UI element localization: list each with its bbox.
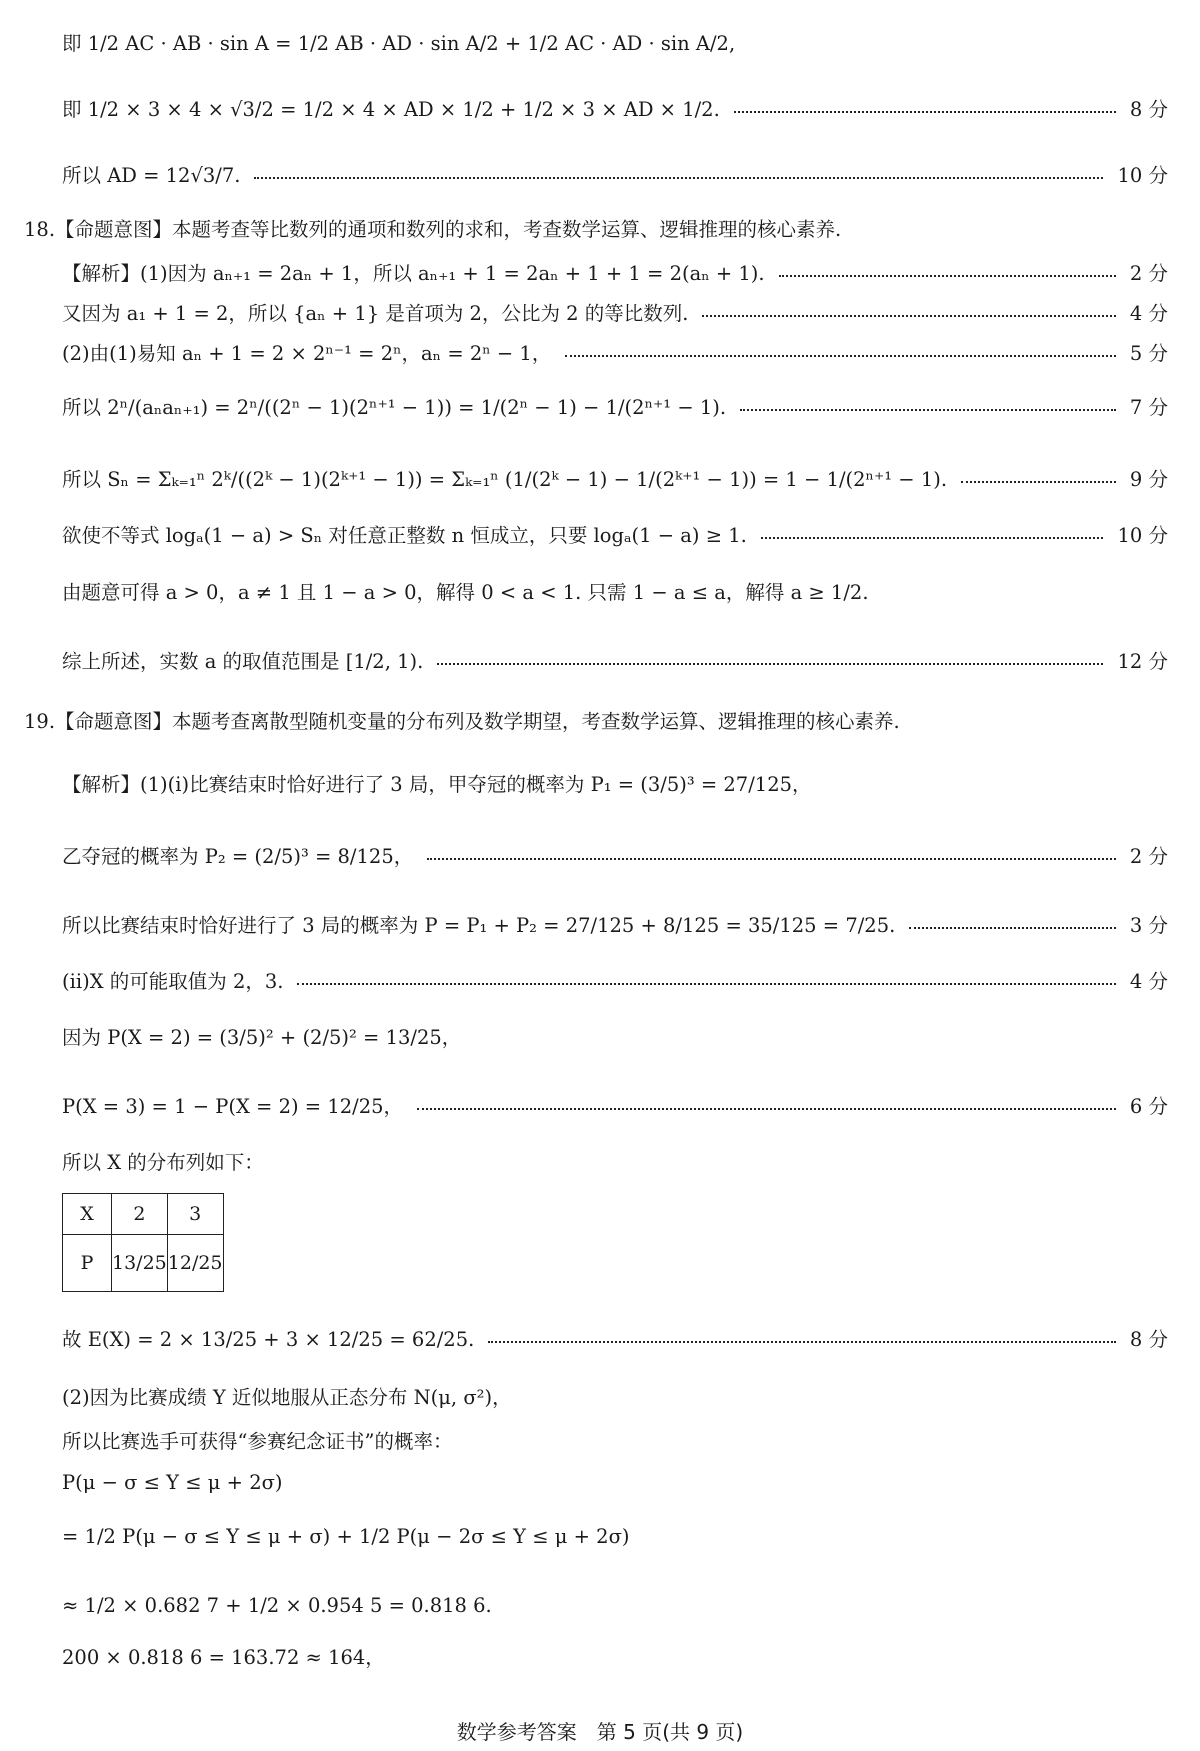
line-text: = 1/2 P(μ − σ ≤ Y ≤ μ + σ) + 1/2 P(μ − 2σ ≤ Y ≤ μ + 2σ) bbox=[62, 1525, 630, 1548]
line-text: 即 1/2 AC · AB · sin A = 1/2 AB · AD · sin A/2 + 1/2 AC · AD · sin A/2, bbox=[62, 32, 736, 55]
dot-leader bbox=[437, 662, 1103, 665]
dot-leader bbox=[740, 408, 1116, 411]
table-cell: X bbox=[63, 1194, 112, 1235]
line-text: 欲使不等式 logₐ(1 − a) > Sₙ 对任意正整数 n 恒成立，只要 logₐ(1 − a) ≥ 1. bbox=[62, 524, 747, 547]
score-label: 9 分 bbox=[1129, 468, 1168, 491]
line-text: 【解析】(1)(i)比赛结束时恰好进行了 3 局，甲夺冠的概率为 P₁ = (3/5)³ = 27/125， bbox=[62, 773, 812, 796]
line-3 bbox=[62, 166, 1168, 186]
score-label: 4 分 bbox=[1129, 302, 1168, 325]
line-25 bbox=[62, 1527, 1168, 1547]
dot-leader bbox=[779, 274, 1116, 277]
line-12 bbox=[62, 652, 1168, 672]
line-text: 19.【命题意图】本题考查离散型随机变量的分布列及数学期望，考查数学运算、逻辑推理的核心素养. bbox=[24, 710, 900, 733]
line-text: P(μ − σ ≤ Y ≤ μ + 2σ) bbox=[62, 1471, 283, 1494]
line-text: (2)由(1)易知 aₙ + 1 = 2 × 2ⁿ⁻¹ = 2ⁿ，aₙ = 2ⁿ − 1， bbox=[62, 342, 552, 365]
score-label: 8 分 bbox=[1129, 1328, 1168, 1351]
dot-leader bbox=[417, 1107, 1116, 1110]
line-16 bbox=[62, 916, 1168, 936]
question-18-heading bbox=[24, 220, 1168, 240]
line-9 bbox=[62, 470, 1168, 490]
score-label: 12 分 bbox=[1117, 650, 1168, 673]
table-cell: 12/25 bbox=[167, 1235, 223, 1292]
dot-leader bbox=[254, 176, 1103, 179]
page-footer: 数学参考答案 第 5 页(共 9 页) bbox=[456, 1720, 744, 1744]
line-17 bbox=[62, 972, 1168, 992]
line-18 bbox=[62, 1028, 1168, 1048]
dot-leader bbox=[565, 354, 1116, 357]
dot-leader bbox=[734, 110, 1116, 113]
score-label: 7 分 bbox=[1129, 396, 1168, 419]
line-21 bbox=[62, 1330, 1168, 1350]
score-label: 2 分 bbox=[1129, 262, 1168, 285]
line-text: 所以 Sₙ = Σₖ₌₁ⁿ 2ᵏ/((2ᵏ − 1)(2ᵏ⁺¹ − 1)) = Σₖ₌₁ⁿ (1/(2ᵏ − 1) − 1/(2ᵏ⁺¹ − 1)) = 1 − 1/(2ⁿ⁺¹ − 1). bbox=[62, 468, 948, 491]
dot-leader bbox=[761, 536, 1104, 539]
line-text: 所以比赛选手可获得“参赛纪念证书”的概率： bbox=[62, 1430, 453, 1453]
distribution-table bbox=[62, 1193, 224, 1292]
line-text: (ii)X 的可能取值为 2，3. bbox=[62, 970, 284, 993]
score-label: 2 分 bbox=[1129, 845, 1168, 868]
dot-leader bbox=[297, 982, 1115, 985]
score-label: 4 分 bbox=[1129, 970, 1168, 993]
question-19-heading bbox=[24, 712, 1168, 732]
line-text: 所以 2ⁿ/(aₙaₙ₊₁) = 2ⁿ/((2ⁿ − 1)(2ⁿ⁺¹ − 1)) = 1/(2ⁿ − 1) − 1/(2ⁿ⁺¹ − 1). bbox=[62, 396, 727, 419]
line-text: 200 × 0.818 6 = 163.72 ≈ 164， bbox=[62, 1646, 385, 1669]
line-14 bbox=[62, 775, 1168, 795]
line-5 bbox=[62, 264, 1168, 284]
dot-leader bbox=[427, 857, 1116, 860]
line-text: P(X = 3) = 1 − P(X = 2) = 12/25， bbox=[62, 1095, 404, 1118]
table-cell: 3 bbox=[167, 1194, 223, 1235]
line-text: 【解析】(1)因为 aₙ₊₁ = 2aₙ + 1，所以 aₙ₊₁ + 1 = 2aₙ + 1 + 1 = 2(aₙ + 1). bbox=[62, 262, 765, 285]
line-22 bbox=[62, 1388, 1168, 1408]
score-label: 10 分 bbox=[1117, 524, 1168, 547]
line-text: ≈ 1/2 × 0.682 7 + 1/2 × 0.954 5 = 0.818 6. bbox=[62, 1594, 492, 1617]
line-20 bbox=[62, 1153, 1168, 1173]
line-19 bbox=[62, 1097, 1168, 1117]
line-text: 又因为 a₁ + 1 = 2，所以 {aₙ + 1} 是首项为 2，公比为 2 的等比数列. bbox=[62, 302, 689, 325]
line-10 bbox=[62, 526, 1168, 546]
dot-leader bbox=[961, 480, 1116, 483]
line-text: 综上所述，实数 a 的取值范围是 [1/2, 1). bbox=[62, 650, 424, 673]
line-text: (2)因为比赛成绩 Y 近似地服从正态分布 N(μ, σ²)， bbox=[62, 1386, 512, 1409]
dot-leader bbox=[909, 926, 1116, 929]
line-text: 因为 P(X = 2) = (3/5)² + (2/5)² = 13/25， bbox=[62, 1026, 462, 1049]
line-text: 所以 X 的分布列如下： bbox=[62, 1151, 264, 1174]
table-row bbox=[63, 1235, 224, 1292]
table-cell: P bbox=[63, 1235, 112, 1292]
line-11 bbox=[62, 583, 1168, 603]
score-label: 10 分 bbox=[1117, 164, 1168, 187]
score-label: 6 分 bbox=[1129, 1095, 1168, 1118]
line-text: 即 1/2 × 3 × 4 × √3/2 = 1/2 × 4 × AD × 1/2 + 1/2 × 3 × AD × 1/2. bbox=[62, 98, 720, 121]
line-26 bbox=[62, 1596, 1168, 1616]
line-23 bbox=[62, 1432, 1168, 1452]
line-text: 所以比赛结束时恰好进行了 3 局的概率为 P = P₁ + P₂ = 27/125 + 8/125 = 35/125 = 7/25. bbox=[62, 914, 896, 937]
dot-leader bbox=[488, 1340, 1116, 1343]
table-row bbox=[63, 1194, 224, 1235]
table-cell: 13/25 bbox=[112, 1235, 168, 1292]
dot-leader bbox=[702, 314, 1115, 317]
score-label: 5 分 bbox=[1129, 342, 1168, 365]
score-label: 8 分 bbox=[1129, 98, 1168, 121]
table-cell: 2 bbox=[112, 1194, 168, 1235]
line-6 bbox=[62, 304, 1168, 324]
line-text: 所以 AD = 12√3/7. bbox=[62, 164, 241, 187]
line-text: 由题意可得 a > 0，a ≠ 1 且 1 − a > 0，解得 0 < a < 1. 只需 1 − a ≤ a，解得 a ≥ 1/2. bbox=[62, 581, 869, 604]
line-15 bbox=[62, 847, 1168, 867]
line-8 bbox=[62, 398, 1168, 418]
line-text: 乙夺冠的概率为 P₂ = (2/5)³ = 8/125， bbox=[62, 845, 414, 868]
line-text: 故 E(X) = 2 × 13/25 + 3 × 12/25 = 62/25. bbox=[62, 1328, 475, 1351]
line-2 bbox=[62, 100, 1168, 120]
line-7 bbox=[62, 344, 1168, 364]
score-label: 3 分 bbox=[1129, 914, 1168, 937]
line-24 bbox=[62, 1473, 1168, 1493]
line-27 bbox=[62, 1648, 1168, 1668]
line-1 bbox=[62, 34, 1168, 54]
line-text: 18.【命题意图】本题考查等比数列的通项和数列的求和，考查数学运算、逻辑推理的核心素养. bbox=[24, 218, 842, 241]
